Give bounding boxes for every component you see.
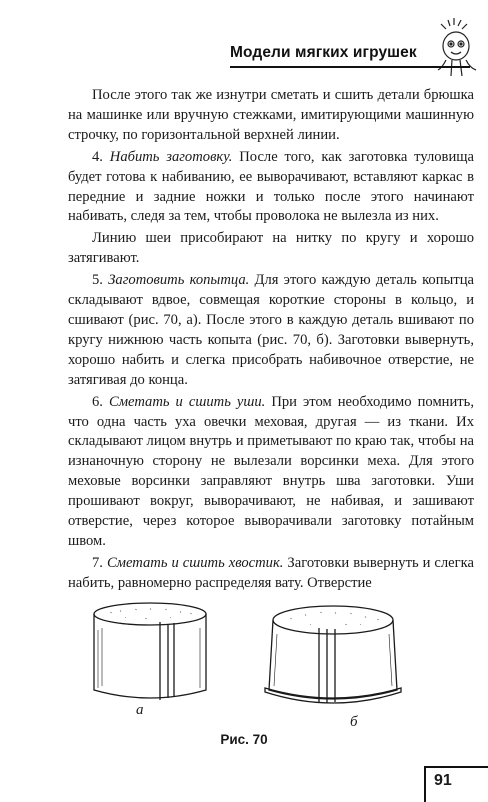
step-title: Сметать и сшить уши. [108,393,266,410]
step-number: 4. [92,148,103,165]
paragraph-text: Линию шеи присобирают на нитку по кругу и хорошо затягивают. [68,230,474,267]
paragraph-text: При этом необходимо помнить, что одна часть уха овечки меховая, другая — из ткани. Их складывают лицом внутрь и приметывают по краю так, чтобы на изнаночную сторону не вылезали ворсинки меха. Для этого меховые ворсинки заправляют внутрь шва заготовки. Уши прошивают вокруг, выворачивают, не набивая, и зашивают отверстие, через которое выворачивали заготовку потайным швом. [68,393,474,549]
paragraph-step-4 [68,148,474,228]
hoof-with-sole-drawing-b [265,606,401,703]
step-title: Заготовить копытца. [108,272,250,289]
body-text [68,86,474,596]
figure-caption: Рис. 70 [220,732,268,747]
paragraph-text: После того, как заготовка туловища будет готова к набиванию, ее выворачивают, вставляют каркас в передние и задние ножки и только после этого начинают набивать, следя за тем, чтобы проволока не вылезла из них. [68,148,474,225]
figure-70-illustration [90,600,420,710]
running-header [230,18,480,78]
sheep-mascot-icon [432,18,480,78]
paragraph [68,229,474,269]
page-number: 91 [434,772,452,789]
paragraph-text: Для этого каждую деталь копытца складывают вдвое, совмещая короткие стороны в кольцо, и сшивают (рис. 70, а). После этого в каждую деталь вшивают по кругу нижнюю часть копыта (рис. 70, б). Заготовки вывернуть, хорошо набить и слегка присобрать набивочное отверстие, не затягивая до конца. [68,272,474,388]
step-title: Набить заготовку. [109,148,233,165]
header-title: Модели мягких игрушек [230,44,417,61]
paragraph [68,86,474,146]
step-number: 5. [92,272,103,289]
paragraph-text: После этого так же изнутри сметать и сшить детали брюшка на машинке или вручную стежками, имитирующими машинную строчку, по горизонтальной верхней линии. [68,87,474,143]
paragraph-step-5 [68,271,474,390]
figure-label-a: а [136,702,144,718]
paragraph-text: Заготовки вывернуть и слегка набить, равномерно распределяя вату. Отверстие [68,554,474,591]
paragraph-step-6 [68,393,474,552]
header-rule [230,66,470,68]
step-number: 7. [92,554,103,571]
hoof-ring-drawing-a [94,603,206,700]
figure-label-b: б [350,714,358,730]
step-title: Сметать и сшить хвостик. [106,554,284,571]
paragraph-step-7 [68,554,474,594]
step-number: 6. [92,393,103,410]
